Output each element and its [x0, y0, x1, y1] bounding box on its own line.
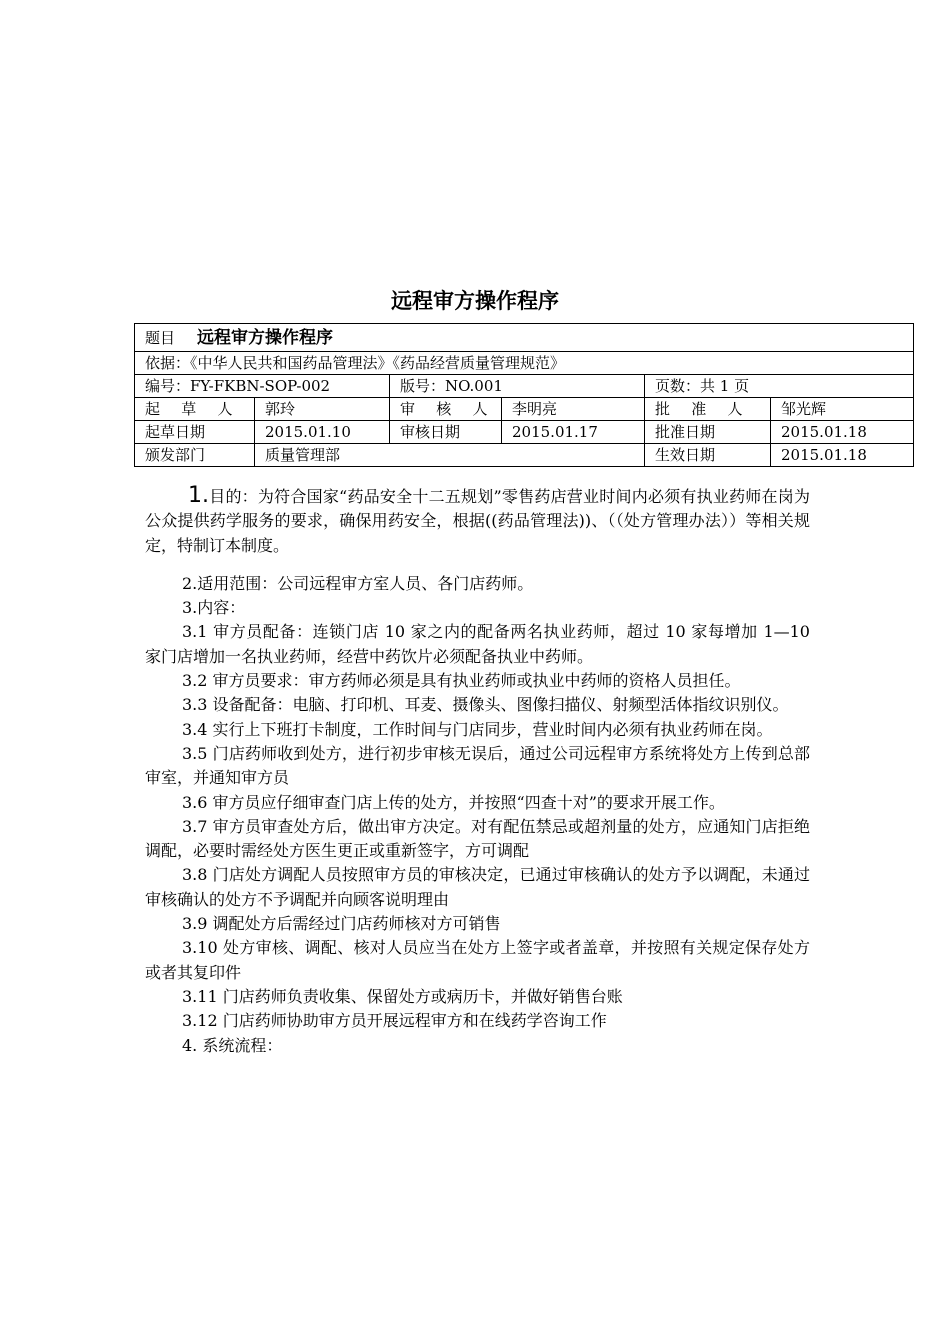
approver-value: 邹光辉 [771, 398, 914, 421]
subject-value: 远程审方操作程序 [197, 327, 334, 348]
paragraph: 4. 系统流程： [182, 1035, 283, 1055]
purpose-number: 1. [188, 483, 209, 508]
table-row [135, 375, 914, 398]
paragraph: 3.6 审方员应仔细审查门店上传的处方，并按照“四查十对”的要求开展工作。 [182, 792, 725, 812]
table-row [135, 421, 914, 444]
version-cell: 版号：NO.001 [390, 375, 645, 398]
drafter-value: 郭玲 [255, 398, 390, 421]
paragraph: 3.内容： [182, 598, 246, 618]
subject-cell [135, 324, 914, 352]
paragraph: 3.11 门店药师负责收集、保留处方或病历卡，并做好销售台账 [182, 986, 623, 1006]
reviewer-value: 李明亮 [502, 398, 645, 421]
reviewer-label: 审 核 人 [390, 398, 502, 421]
purpose-text: 目的：为符合国家“药品安全十二五规划”零售药店营业时间内必须有执业药师在岗为公众提供药学服务的要求，确保用药安全，根据((药品管理法))、（（处方管理办法））等相关规定，特制订本制度。 [145, 487, 810, 555]
paragraph: 3.5 门店药师收到处方，进行初步审核无误后，通过公司远程审方系统将处方上传到总部审室，并通知审方员 [145, 743, 810, 788]
paragraph: 3.12 门店药师协助审方员开展远程审方和在线药学咨询工作 [182, 1011, 607, 1031]
paragraph: 3.10 处方审核、调配、核对人员应当在处方上签字或者盖章，并按照有关规定保存处方或者其复印件 [145, 938, 810, 982]
table-row [135, 444, 914, 467]
table-row [135, 352, 914, 375]
approve-date-label: 批准日期 [645, 421, 771, 444]
draft-date-label: 起草日期 [135, 421, 255, 444]
table-row [135, 398, 914, 421]
effective-label: 生效日期 [645, 444, 771, 467]
basis-cell: 依据：《中华人民共和国药品管理法》《药品经营质量管理规范》 [135, 352, 914, 375]
paragraph: 3.8 门店处方调配人员按照审方员的审核决定，已通过审核确认的处方予以调配，未通过审核确认的处方不予调配并向顾客说明理由 [145, 865, 810, 909]
paragraph: 3.9 调配处方后需经过门店药师核对方可销售 [182, 914, 501, 934]
draft-date-value: 2015.01.10 [255, 421, 390, 444]
dept-label: 颁发部门 [135, 444, 255, 467]
info-table [134, 323, 914, 467]
paragraph: 3.3 设备配备：电脑、打印机、耳麦、摄像头、图像扫描仪、射频型活体指纹识别仪。 [182, 695, 789, 715]
purpose-paragraph [145, 484, 810, 558]
review-date-label: 审核日期 [390, 421, 502, 444]
code-cell: 编号：FY-FKBN-SOP-002 [135, 375, 390, 398]
subject-label: 题目 [145, 328, 176, 347]
drafter-label: 起 草 人 [135, 398, 255, 421]
dept-value: 质量管理部 [255, 444, 645, 467]
paragraph: 2.适用范围：公司远程审方室人员、各门店药师。 [182, 573, 534, 593]
document-body [145, 484, 810, 1058]
approve-date-value: 2015.01.18 [771, 421, 914, 444]
page-title: 远程审方操作程序 [391, 289, 559, 313]
effective-value: 2015.01.18 [771, 444, 914, 467]
approver-label: 批 准 人 [645, 398, 771, 421]
paragraph: 3.2 审方员要求：审方药师必须是具有执业药师或执业中药师的资格人员担任。 [182, 671, 741, 691]
paragraph: 3.7 审方员审查处方后，做出审方决定。对有配伍禁忌或超剂量的处方，应通知门店拒绝调配，必要时需经处方医生更正或重新签字，方可调配 [145, 816, 810, 861]
table-row [135, 324, 914, 352]
paragraph: 3.4 实行上下班打卡制度，工作时间与门店同步，营业时间内必须有执业药师在岗。 [182, 719, 773, 739]
pages-cell: 页数：共 1 页 [645, 375, 914, 398]
review-date-value: 2015.01.17 [502, 421, 645, 444]
paragraph: 3.1 审方员配备：连锁门店 10 家之内的配备两名执业药师，超过 10 家每增加 1—10 家门店增加一名执业药师，经营中药饮片必须配备执业中药师。 [145, 622, 810, 666]
